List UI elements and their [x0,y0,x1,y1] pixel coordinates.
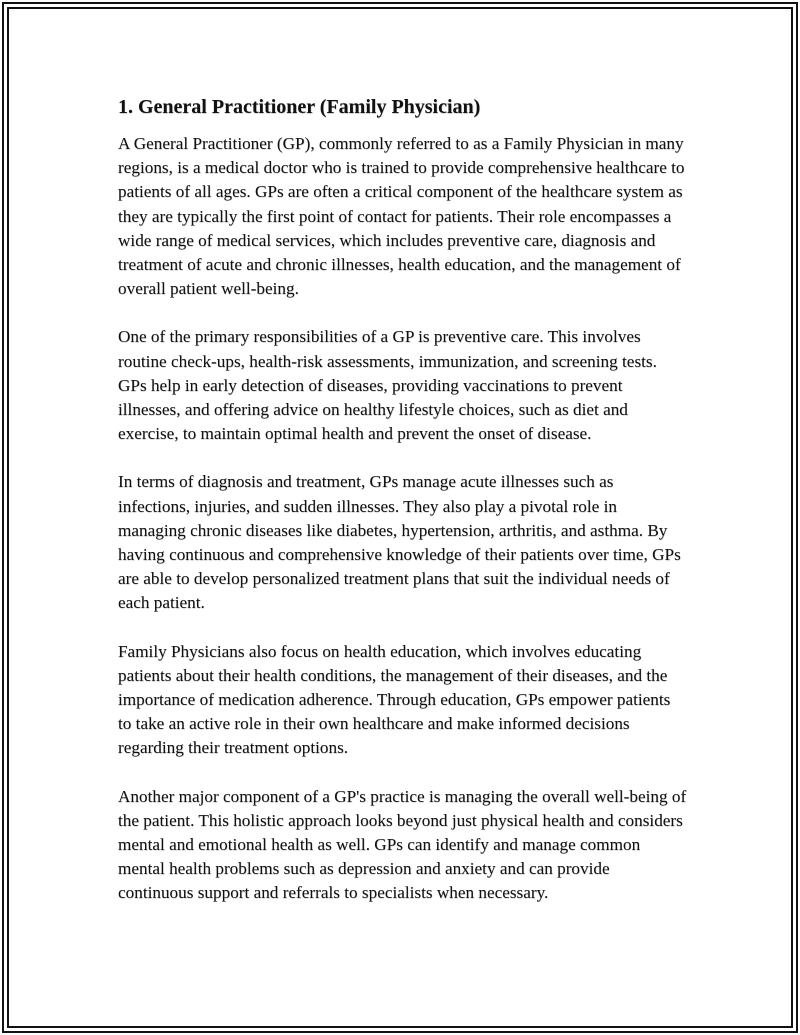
paragraph-well-being: Another major component of a GP's practice is managing the overall well-being of the patient. This holistic approach looks beyond just physical health and considers mental and emotional health as well. GPs can identify and manage common mental health problems such as depression and anxiety and can provide continuous support and referrals to specialists when necessary. [118,786,687,903]
document-body [118,94,688,930]
paragraph-diagnosis-treatment: In terms of diagnosis and treatment, GPs manage acute illnesses such as infections, injuries, and sudden illnesses. They also play a pivotal role in managing chronic diseases like diabetes, hypertension, arthritis, and asthma. By having continuous and comprehensive knowledge of their patients over time, GPs are able to develop personalized treatment plans that suit the individual needs of each patient. [118,472,681,613]
paragraph-overview: A General Practitioner (GP), commonly referred to as a Family Physician in many regions, is a medical doctor who is trained to provide comprehensive healthcare to patients of all ages. GPs are often a critical component of the healthcare system as they are typically the first point of contact for patients. Their role encompasses a wide range of medical services, which includes preventive care, diagnosis and treatment of acute and chronic illnesses, health education, and the management of overall patient well-being. [118,134,685,299]
section-heading: 1. General Practitioner (Family Physician) [118,96,481,118]
paragraph-health-education: Family Physicians also focus on health education, which involves educating patients about their health conditions, the management of their diseases, and the importance of medication adherence. Through education, GPs empower patients to take an active role in their own healthcare and make informed decisions regarding their treatment options. [118,641,671,758]
paragraph-preventive-care: One of the primary responsibilities of a GP is preventive care. This involves routine check-ups, health-risk assessments, immunization, and screening tests. GPs help in early detection of diseases, providing vaccinations to prevent illnesses, and offering advice on healthy lifestyle choices, such as diet and exercise, to maintain optimal health and prevent the onset of disease. [118,327,657,444]
